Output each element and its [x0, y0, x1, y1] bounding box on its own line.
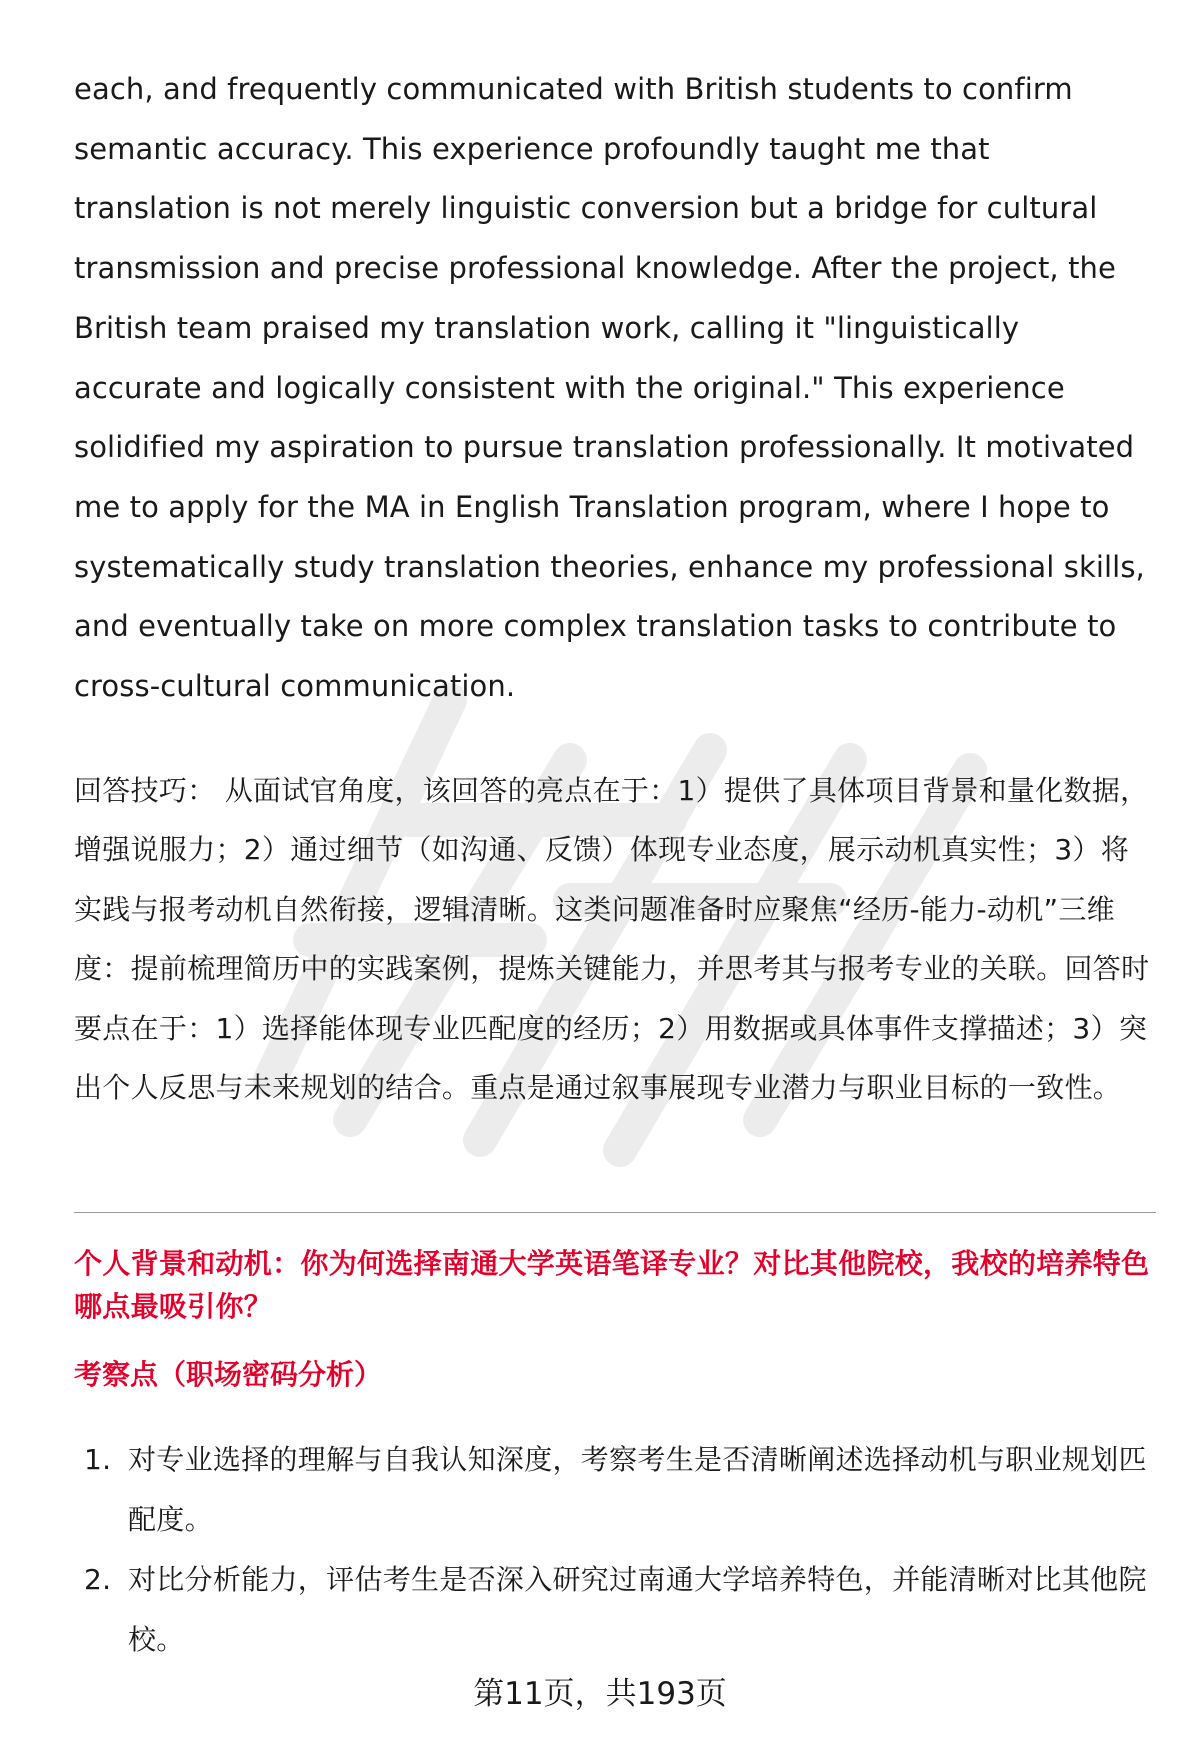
- list-item-text: 对专业选择的理解与自我认知深度，考察考生是否清晰阐述选择动机与职业规划匹配度。: [128, 1443, 1147, 1536]
- english-paragraph: each, and frequently communicated with British students to confirm semantic accuracy. This experience profoundly taught me that translation is not merely linguistic conversion but a bridge for cultural transmission and precise professional knowledge. After the project, the British team praised my translation work, calling it "linguistically accurate and logically consistent with the original." This experience solidified my aspiration to pursue translation professionally. It motivated me to apply for the MA in English Translation program, where I hope to systematically study translation theories, enhance my professional skills, and eventually take on more complex translation tasks to contribute to cross-cultural communication.: [74, 72, 1145, 704]
- answer-tips: 回答技巧： 从面试官角度，该回答的亮点在于：1）提供了具体项目背景和量化数据，增强说服力；2）通过细节（如沟通、反馈）体现专业态度，展示动机真实性；3）将实践与报考动机自然衔接，逻辑清晰。这类问题准备时应聚焦“经历-能力-动机”三维度：提前梳理简历中的实践案例，提炼关键能力，并思考其与报考专业的关联。回答时要点在于：1）选择能体现专业匹配度的经历；2）用数据或具体事件支撑描述；3）突出个人反思与未来规划的结合。重点是通过叙事展现专业潜力与职业目标的一致性。: [74, 773, 1150, 1105]
- list-item-text: 对比分析能力，评估考生是否深入研究过南通大学培养特色，并能清晰对比其他院校。: [128, 1563, 1147, 1656]
- page-number: 第11页，共193页: [473, 1676, 727, 1712]
- page-content: [74, 60, 1154, 1118]
- section-divider: [74, 1212, 1156, 1213]
- list-item: [84, 1430, 1154, 1550]
- assessment-heading: 考察点（职场密码分析）: [74, 1358, 383, 1391]
- list-item-number: 2.: [84, 1563, 112, 1596]
- list-item-number: 1.: [84, 1443, 112, 1476]
- assessment-list: [84, 1430, 1154, 1670]
- question-heading: 个人背景和动机：你为何选择南通大学英语笔译专业？对比其他院校，我校的培养特色哪点最吸引你？: [74, 1247, 1150, 1323]
- list-item: [84, 1550, 1154, 1670]
